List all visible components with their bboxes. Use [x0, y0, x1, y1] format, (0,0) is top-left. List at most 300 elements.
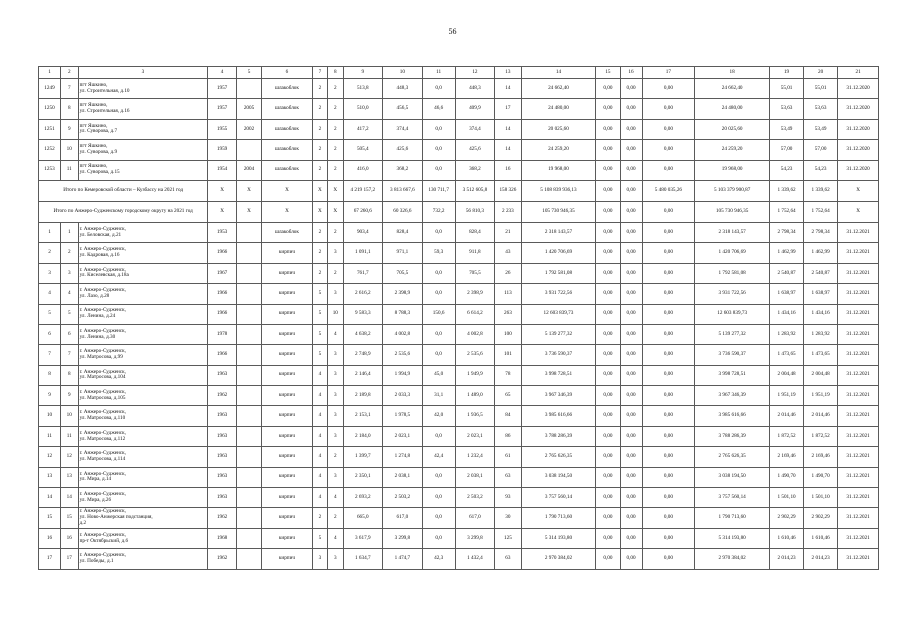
table-cell: 0,0 [422, 119, 455, 139]
table-row [39, 426, 879, 446]
table-cell [236, 324, 261, 344]
column-number-cell: 5 [236, 67, 261, 79]
table-cell: кирпич [262, 324, 313, 344]
table-cell: 0,00 [596, 447, 620, 467]
table-cell: 59,3 [422, 243, 455, 263]
table-cell: 1955 [208, 119, 237, 139]
table-cell: 54,23 [770, 160, 804, 180]
table-cell: 19 968,00 [521, 160, 596, 180]
table-cell: 1966 [208, 284, 237, 304]
table-row [39, 140, 879, 160]
table-cell: 761,7 [343, 263, 383, 283]
table-cell: 5 [312, 345, 327, 365]
table-cell: 0,00 [642, 508, 695, 528]
table-cell: 2 014,46 [770, 406, 804, 426]
table-cell: 0,00 [642, 447, 695, 467]
table-cell: 3 617,9 [343, 528, 383, 548]
table-cell: 1252 [39, 140, 61, 160]
address-cell: г. Анжеро-Судженск, ул. Киселевская, д.18а [78, 263, 208, 283]
table-cell [236, 345, 261, 365]
table-cell: шлакоблок [262, 99, 313, 119]
table-cell: кирпич [262, 284, 313, 304]
table-cell: 0,00 [596, 160, 620, 180]
column-number-cell: 21 [838, 67, 879, 79]
table-cell: 5 314 193,80 [695, 528, 770, 548]
table-cell: 3 998 728,51 [695, 365, 770, 385]
table-cell: 2002 [236, 119, 261, 139]
table-cell: 263 [495, 304, 521, 324]
total-value-cell: 67 260,6 [343, 201, 383, 222]
table-cell: 2 169,46 [804, 447, 838, 467]
total-value-cell: X [208, 201, 237, 222]
table-cell: 505,4 [343, 140, 383, 160]
table-cell: кирпич [262, 447, 313, 467]
table-cell: 5 [312, 284, 327, 304]
table-cell: шлакоблок [262, 140, 313, 160]
table-row [39, 324, 879, 344]
table-cell: 0,00 [620, 345, 642, 365]
address-cell: пгт Яшкино, ул. Суворова, д.7 [78, 119, 208, 139]
column-number-cell: 9 [343, 67, 383, 79]
table-cell: шлакоблок [262, 79, 313, 99]
table-cell: 0,00 [596, 365, 620, 385]
table-cell: 45,0 [422, 365, 455, 385]
address-cell: г. Анжеро-Судженск, ул. Матросова, д.112 [78, 426, 208, 446]
table-cell: 2 014,23 [804, 549, 838, 569]
table-cell: 24 259,20 [695, 140, 770, 160]
total-value-cell: X [262, 201, 313, 222]
table-cell: 0,0 [422, 140, 455, 160]
table-cell: 2 004,48 [804, 365, 838, 385]
table-cell: 2 169,46 [770, 447, 804, 467]
table-cell: 2 540,87 [770, 263, 804, 283]
table-cell: 9 [39, 386, 61, 406]
column-number-cell: 1 [39, 67, 61, 79]
table-cell: 3 736 590,37 [695, 345, 770, 365]
table-cell: 2 616,2 [343, 284, 383, 304]
table-cell: 3 299,8 [383, 528, 423, 548]
table-cell: 1 949,9 [455, 365, 495, 385]
table-cell: 1 994,9 [383, 365, 423, 385]
table-cell: 4 [312, 426, 327, 446]
table-cell: 3 985 616,66 [521, 406, 596, 426]
table-cell: 55,01 [770, 79, 804, 99]
table-cell [236, 365, 261, 385]
table-cell: 0,00 [596, 406, 620, 426]
table-cell: 0,00 [596, 140, 620, 160]
table-cell: 125 [495, 528, 521, 548]
table-cell: 3 [312, 549, 327, 569]
table-cell: 13 [39, 467, 61, 487]
table-cell: 0,00 [596, 549, 620, 569]
total-value-cell: X [208, 180, 237, 201]
table-cell: 2 [312, 222, 327, 242]
table-row [39, 263, 879, 283]
table-cell: 3 [328, 549, 343, 569]
table-cell: 1 872,52 [770, 426, 804, 446]
table-cell: 425,6 [455, 140, 495, 160]
column-number-cell: 20 [804, 67, 838, 79]
table-cell: 0,00 [596, 467, 620, 487]
column-number-cell: 16 [620, 67, 642, 79]
table-cell: 4 [60, 284, 78, 304]
table-row [39, 386, 879, 406]
table-cell: 0,0 [422, 528, 455, 548]
table-cell: 53,49 [804, 119, 838, 139]
total-value-cell: 1 339,62 [804, 180, 838, 201]
table-cell: 14 [60, 488, 78, 508]
table-cell: 8 [60, 99, 78, 119]
column-number-cell: 7 [312, 67, 327, 79]
table-cell: 0,00 [642, 119, 695, 139]
table-cell: 3 757 560,14 [521, 488, 596, 508]
table-cell: 0,00 [620, 263, 642, 283]
table-cell: 31.12.2021 [838, 447, 879, 467]
table-cell: 1 610,46 [770, 528, 804, 548]
column-number-cell: 15 [596, 67, 620, 79]
total-value-cell: 3 813 667,6 [383, 180, 423, 201]
table-cell: 3 967 346,39 [695, 386, 770, 406]
table-cell: 5 [312, 528, 327, 548]
table-cell: 1 501,10 [770, 488, 804, 508]
table-cell: 16 [60, 528, 78, 548]
table-cell: 1 490,70 [770, 467, 804, 487]
table-cell: 617,0 [383, 508, 423, 528]
table-cell: 0,0 [422, 263, 455, 283]
table-cell: 1 792 581,08 [695, 263, 770, 283]
table-cell: 1 [39, 222, 61, 242]
table-cell: 2 [328, 119, 343, 139]
table-cell: 15 [60, 508, 78, 528]
table-cell: 31.12.2021 [838, 406, 879, 426]
table-cell: 31.12.2021 [838, 528, 879, 548]
total-value-cell: 5 480 035,26 [642, 180, 695, 201]
table-cell: 1 434,16 [804, 304, 838, 324]
table-cell: 1 420 706,69 [521, 243, 596, 263]
table-cell: 1 790 713,60 [695, 508, 770, 528]
total-row-anzhero [39, 201, 879, 222]
table-cell: 0,0 [422, 160, 455, 180]
table-cell: 54,23 [804, 160, 838, 180]
table-cell: 0,00 [642, 140, 695, 160]
table-cell: 2 [328, 222, 343, 242]
table-row [39, 119, 879, 139]
total-value-cell: X [312, 180, 327, 201]
address-cell: г. Анжеро-Судженск, ул. Матросова, д.114 [78, 447, 208, 467]
table-cell: 2 765 626,35 [695, 447, 770, 467]
table-cell: 55,01 [804, 79, 838, 99]
table-cell: 3 985 616,66 [695, 406, 770, 426]
table-cell: 3 [328, 345, 343, 365]
address-cell: пгт Яшкино, ул. Строительная, д.16 [78, 99, 208, 119]
table-cell: кирпич [262, 467, 313, 487]
table-cell: 416,0 [343, 160, 383, 180]
table-cell: 15 [39, 508, 61, 528]
table-cell: 0,00 [620, 406, 642, 426]
table-cell: 4 [312, 406, 327, 426]
table-cell: 374,4 [455, 119, 495, 139]
table-cell: 17 [39, 549, 61, 569]
table-cell: 2 398,9 [383, 284, 423, 304]
column-number-cell: 17 [642, 67, 695, 79]
column-number-row [39, 67, 879, 79]
table-cell: 78 [495, 365, 521, 385]
table-cell: 10 [60, 140, 78, 160]
table-cell: 31.12.2021 [838, 263, 879, 283]
table-cell [236, 386, 261, 406]
table-cell: 0,00 [596, 243, 620, 263]
column-number-cell: 14 [521, 67, 596, 79]
table-cell: 3 [60, 263, 78, 283]
table-cell: 9 583,3 [343, 304, 383, 324]
table-cell: 0,00 [596, 426, 620, 446]
table-cell: 6 614,2 [455, 304, 495, 324]
table-cell: 24 480,00 [521, 99, 596, 119]
register-table [38, 66, 879, 570]
table-cell: 0,00 [596, 119, 620, 139]
table-cell: 2 [328, 79, 343, 99]
table-cell: 31.12.2020 [838, 140, 879, 160]
table-cell: 1 872,52 [804, 426, 838, 446]
address-cell: г. Анжеро-Судженск, ул. Матросова, д.110 [78, 406, 208, 426]
table-cell: 4 [39, 284, 61, 304]
table-cell: кирпич [262, 243, 313, 263]
table-cell: 2 [312, 140, 327, 160]
table-cell: 448,3 [383, 79, 423, 99]
table-cell: 13 [60, 467, 78, 487]
table-cell: 31.12.2020 [838, 119, 879, 139]
table-cell: кирпич [262, 488, 313, 508]
table-cell: 3 [328, 426, 343, 446]
table-cell: 3 757 560,14 [695, 488, 770, 508]
table-cell: 0,00 [620, 284, 642, 304]
table-cell: 21 [495, 222, 521, 242]
table-cell: 61 [495, 447, 521, 467]
table-cell [236, 488, 261, 508]
table-cell: 1 951,19 [770, 386, 804, 406]
total-label-cell: Итого по Анжеро-Судженскому городскому округу на 2021 год [39, 201, 208, 222]
table-cell: 1 091,1 [343, 243, 383, 263]
table-cell: 0,00 [620, 160, 642, 180]
column-number-cell: 10 [383, 67, 423, 79]
table-cell: 11 [60, 426, 78, 446]
table-cell: 3 038 194,50 [695, 467, 770, 487]
table-cell: 46,6 [422, 99, 455, 119]
table-cell: 53,63 [770, 99, 804, 119]
table-cell: 31.12.2021 [838, 304, 879, 324]
table-cell: 2005 [236, 99, 261, 119]
table-cell: 2 [312, 243, 327, 263]
table-cell: 1 638,97 [804, 284, 838, 304]
column-number-cell: 11 [422, 67, 455, 79]
table-cell: 2004 [236, 160, 261, 180]
table-cell: 57,00 [804, 140, 838, 160]
column-number-cell: 12 [455, 67, 495, 79]
table-cell: 2 [328, 140, 343, 160]
table-cell: 0,00 [620, 508, 642, 528]
table-cell: 1966 [208, 304, 237, 324]
table-row [39, 467, 879, 487]
table-cell: 1962 [208, 386, 237, 406]
table-cell: 705,5 [455, 263, 495, 283]
table-cell: 665,0 [343, 508, 383, 528]
table-cell: 3 998 728,51 [521, 365, 596, 385]
table-cell: 0,00 [596, 304, 620, 324]
table-cell: 31.12.2021 [838, 284, 879, 304]
total-value-cell: X [328, 180, 343, 201]
table-cell: кирпич [262, 508, 313, 528]
table-cell: 0,00 [642, 426, 695, 446]
table-cell: 0,00 [596, 263, 620, 283]
table-cell: 30 [495, 508, 521, 528]
table-cell: 2 [328, 447, 343, 467]
table-row [39, 284, 879, 304]
table-cell: 1978 [208, 324, 237, 344]
table-cell: 9 [60, 386, 78, 406]
table-cell [236, 447, 261, 467]
register-table-body [39, 67, 879, 570]
table-cell: 1966 [208, 243, 237, 263]
table-cell: 0,00 [596, 222, 620, 242]
table-cell: 1963 [208, 447, 237, 467]
table-cell: 2 [328, 508, 343, 528]
table-cell: 0,00 [620, 99, 642, 119]
table-cell: кирпич [262, 386, 313, 406]
table-cell: 2 146,4 [343, 365, 383, 385]
total-value-cell: 2 233 [495, 201, 521, 222]
table-cell [236, 304, 261, 324]
table-cell: 3 038 194,50 [521, 467, 596, 487]
table-cell: 828,4 [383, 222, 423, 242]
table-cell: 1 399,7 [343, 447, 383, 467]
total-value-cell: 158 326 [495, 180, 521, 201]
table-cell: 7 [39, 345, 61, 365]
table-cell: 17 [60, 549, 78, 569]
table-cell: 3 [328, 386, 343, 406]
table-cell: 2 [312, 160, 327, 180]
table-row [39, 243, 879, 263]
table-cell: 5 139 277,32 [695, 324, 770, 344]
table-cell: 1966 [208, 345, 237, 365]
table-cell: 1 474,7 [383, 549, 423, 569]
table-cell: 0,00 [620, 488, 642, 508]
table-cell: 2 014,23 [770, 549, 804, 569]
total-value-cell: 105 730 946,35 [695, 201, 770, 222]
table-cell: 31.12.2021 [838, 243, 879, 263]
table-cell: 31.12.2021 [838, 488, 879, 508]
table-cell: кирпич [262, 406, 313, 426]
table-cell: 31,1 [422, 386, 455, 406]
table-row [39, 549, 879, 569]
table-cell: 1 283,92 [804, 324, 838, 344]
table-cell: кирпич [262, 426, 313, 446]
table-cell: 101 [495, 345, 521, 365]
table-cell: 705,5 [383, 263, 423, 283]
address-cell: г. Анжеро-Судженск, ул. Беловская, д.21 [78, 222, 208, 242]
table-cell: 0,00 [642, 488, 695, 508]
address-cell: г. Анжеро-Судженск, пр-т Октябрьский, д.6 [78, 528, 208, 548]
total-value-cell: 130 711,7 [422, 180, 455, 201]
table-cell: 2 014,46 [804, 406, 838, 426]
table-cell: 368,2 [455, 160, 495, 180]
column-number-cell: 8 [328, 67, 343, 79]
table-cell: 2 [328, 263, 343, 283]
table-cell: 9 [60, 119, 78, 139]
table-cell: 0,00 [642, 345, 695, 365]
table-cell: 31.12.2021 [838, 345, 879, 365]
table-cell: 0,00 [620, 426, 642, 446]
table-cell: 1963 [208, 365, 237, 385]
table-cell: 10 [39, 406, 61, 426]
table-cell: 2 153,1 [343, 406, 383, 426]
table-cell: 0,00 [620, 365, 642, 385]
table-cell: 4 002,8 [383, 324, 423, 344]
table-cell: 26 [495, 263, 521, 283]
table-cell: 2 184,0 [343, 426, 383, 446]
table-row [39, 222, 879, 242]
table-cell: 42,0 [422, 406, 455, 426]
table-cell: 24 662,40 [695, 79, 770, 99]
total-value-cell: 5 103 379 900,87 [695, 180, 770, 201]
table-cell: 2 004,48 [770, 365, 804, 385]
table-cell: 0,00 [642, 467, 695, 487]
table-cell: 2 350,1 [343, 467, 383, 487]
table-cell: 1 610,46 [804, 528, 838, 548]
table-cell: 2 693,2 [343, 488, 383, 508]
table-cell: 1954 [208, 160, 237, 180]
table-cell: 24 480,00 [695, 99, 770, 119]
table-cell: 31.12.2021 [838, 324, 879, 344]
table-cell: 14 [495, 140, 521, 160]
table-cell: 0,00 [596, 345, 620, 365]
total-value-cell: 5 108 839 936,13 [521, 180, 596, 201]
table-row [39, 406, 879, 426]
table-cell: 1963 [208, 426, 237, 446]
table-cell: 3 [328, 243, 343, 263]
table-cell: 1 420 706,69 [695, 243, 770, 263]
table-cell: 1 501,10 [804, 488, 838, 508]
table-row [39, 79, 879, 99]
table-cell: 57,00 [770, 140, 804, 160]
table-cell: 3 931 722,56 [521, 284, 596, 304]
total-value-cell: 0,00 [620, 180, 642, 201]
table-cell: 0,00 [642, 243, 695, 263]
table-cell: 8 [39, 365, 61, 385]
total-value-cell: X [838, 180, 879, 201]
table-cell: 0,00 [620, 79, 642, 99]
table-cell: 19 968,00 [695, 160, 770, 180]
table-cell [236, 140, 261, 160]
table-cell: 2 503,2 [383, 488, 423, 508]
total-value-cell: X [312, 201, 327, 222]
table-cell: 1 473,65 [770, 345, 804, 365]
table-cell: 1 489,0 [455, 386, 495, 406]
table-cell: 3 931 722,56 [695, 284, 770, 304]
table-cell: 2 [39, 243, 61, 263]
table-cell [236, 79, 261, 99]
table-cell: 1962 [208, 508, 237, 528]
table-cell: 0,0 [422, 222, 455, 242]
register-table-container [38, 66, 879, 570]
table-cell: 113 [495, 284, 521, 304]
address-cell: пгт Яшкино, ул. Строительная, д.10 [78, 79, 208, 99]
table-row [39, 488, 879, 508]
total-value-cell: 0,00 [596, 180, 620, 201]
table-cell: 0,00 [620, 467, 642, 487]
address-cell: г. Анжеро-Судженск, ул. Матросова, д.99 [78, 345, 208, 365]
table-row [39, 365, 879, 385]
table-cell: 0,00 [596, 386, 620, 406]
